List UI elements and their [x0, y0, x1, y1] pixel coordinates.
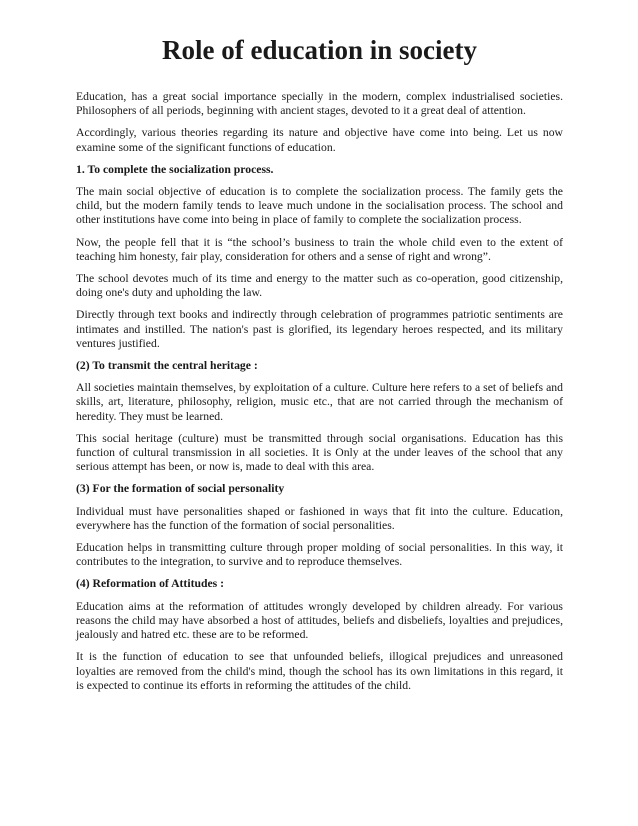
paragraph: Education, has a great social importance specially in the modern, complex industrialised societies. Philosophers of all periods, beginning with ancient stages, devoted to it a great deal of attention.	[76, 90, 563, 118]
paragraph: Education aims at the reformation of attitudes wrongly developed by children already. For various reasons the child may have absorbed a host of attitudes, beliefs and disbeliefs, loyalties and prejudices, jealously and hatred etc. these are to be reformed.	[76, 599, 563, 642]
page-title: Role of education in society	[162, 35, 477, 65]
paragraph: It is the function of education to see that unfounded beliefs, illogical prejudices and unreasoned loyalties are removed from the child's mind, though the school has its own limitations in this regard, it is expected to continue its efforts in reforming the attitudes of the child.	[76, 650, 563, 692]
paragraph: This social heritage (culture) must be transmitted through social organisations. Education has this function of cultural transmission in all societies. It is Only at the under leaves of the school that any serious attempt has been, or now is, made to deal with this area.	[76, 431, 563, 474]
paragraph: The main social objective of education is to complete the socialization process. The family gets the child, but the modern family tends to leave much undone in the socialisation process. The school and other institutions have come into being in place of family to complete the socialization process.	[76, 185, 563, 227]
paragraph: Now, the people fell that it is “the school’s business to train the whole child even to the extent of teaching him honesty, fair play, consideration for others and a sense of right and wrong”.	[76, 235, 563, 263]
section-heading: (4) Reformation of Attitudes :	[76, 577, 225, 591]
paragraph: Education helps in transmitting culture through proper molding of social personalities. In this way, it contributes to the integration, to survive and to reproduce themselves.	[76, 541, 563, 569]
section-heading: (3) For the formation of social personality	[76, 482, 285, 496]
section-heading: (2) To transmit the central heritage :	[76, 359, 258, 373]
paragraph: Accordingly, various theories regarding its nature and objective have come into being. Let us now examine some of the significant functions of education.	[76, 126, 563, 154]
paragraph: The school devotes much of its time and energy to the matter such as co-operation, good citizenship, doing one's duty and upholding the law.	[76, 272, 563, 300]
paragraph: All societies maintain themselves, by exploitation of a culture. Culture here refers to a set of beliefs and skills, art, literature, philosophy, religion, music etc., that are not carried through the mechanism of heredity. They must be learned.	[76, 381, 563, 423]
paragraph: Individual must have personalities shaped or fashioned in ways that fit into the culture. Education, everywhere has the function of the formation of social personalities.	[76, 504, 563, 532]
section-heading: 1. To complete the socialization process.	[76, 162, 274, 176]
paragraph: Directly through text books and indirectly through celebration of programmes patriotic sentiments are intimates and instilled. The nation's past is glorified, its legendary heroes respected, and its military ventures justified.	[76, 308, 563, 350]
